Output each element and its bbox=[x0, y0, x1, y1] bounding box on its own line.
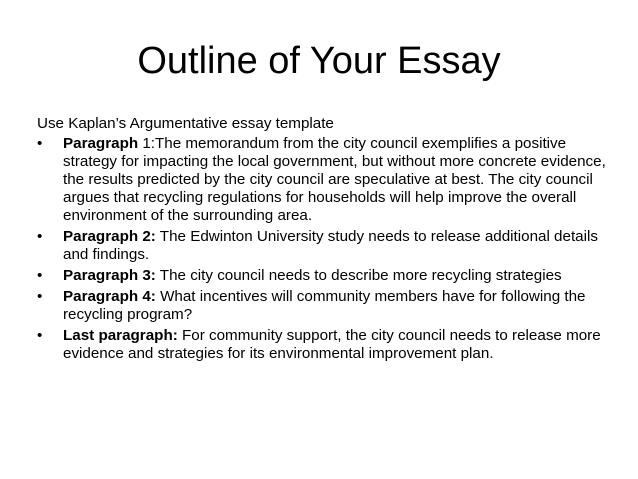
bullet-icon: • bbox=[37, 135, 43, 152]
list-item bbox=[37, 135, 607, 225]
slide-content bbox=[37, 115, 607, 366]
item-label: Paragraph 2: bbox=[63, 228, 156, 245]
list-item bbox=[37, 267, 607, 285]
bullet-icon: • bbox=[37, 327, 43, 344]
item-text: The city council needs to describe more recycling strategies bbox=[155, 267, 562, 284]
bullet-list bbox=[37, 135, 607, 363]
bullet-icon: • bbox=[37, 228, 43, 245]
item-text: The Edwinton University study needs to release additional details and findings. bbox=[63, 228, 598, 263]
item-text: For community support, the city council needs to release more evidence and strategies for its environmental improvement plan. bbox=[63, 327, 601, 362]
item-label: Paragraph 3: bbox=[63, 267, 156, 284]
item-label: Paragraph 4: bbox=[63, 288, 156, 305]
item-label: Last paragraph: bbox=[63, 327, 178, 344]
item-text: 1:The memorandum from the city council exemplifies a positive strategy for impacting the local government, but without more concrete evidence, the results predicted by the city council are speculative at best. The city council argues that recycling regulations for households will help improve the overall environment of the surrounding area. bbox=[63, 135, 606, 224]
bullet-icon: • bbox=[37, 267, 43, 284]
item-label: Paragraph bbox=[63, 135, 139, 152]
list-item bbox=[37, 327, 607, 363]
list-item bbox=[37, 288, 607, 324]
slide-title: Outline of Your Essay bbox=[137, 40, 501, 82]
bullet-icon: • bbox=[37, 288, 43, 305]
list-item bbox=[37, 228, 607, 264]
intro-text: Use Kaplan’s Argumentative essay template bbox=[37, 115, 334, 132]
item-text: What incentives will community members have for following the recycling program? bbox=[63, 288, 586, 323]
